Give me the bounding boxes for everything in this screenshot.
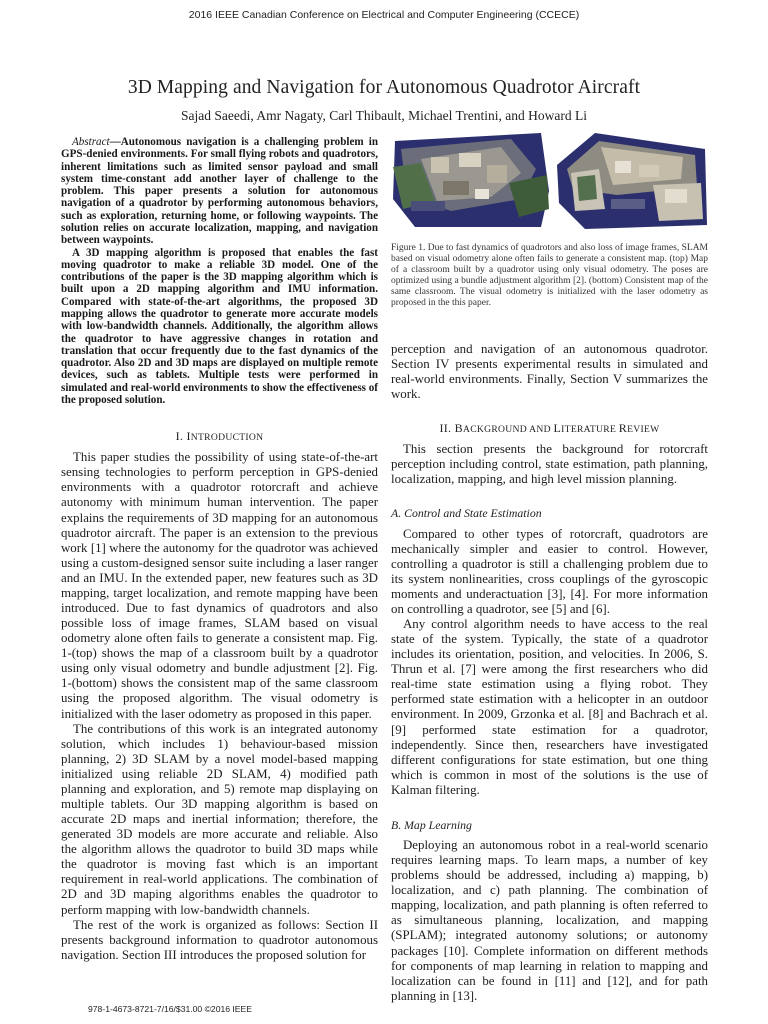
section-2-title-part-1: ACKGROUND AND	[462, 424, 554, 436]
section-2-numeral: II. B	[439, 421, 463, 436]
map-learning-body	[391, 838, 708, 1004]
figure-1-top-map-image	[391, 129, 550, 233]
left-column	[61, 136, 378, 963]
paper-authors: Sajad Saeedi, Amr Nagaty, Carl Thibault, Michael Trentini, and Howard Li	[180, 108, 588, 123]
figure-1-caption: Figure 1. Due to fast dynamics of quadrotors and also loss of image frames, SLAM based on visual odometry alone often fails to generate a consistent map. (top) Map of a classroom built by a quadrotor using only visual odometry. The poses are optimized using a bundle adjustment algorithm [2]. (bottom) Consistent map of the same classroom. The visual odometry is initialized with the laser odometry as proposed in the this paper.	[391, 243, 708, 308]
control-paragraph-1: Compared to other types of rotorcraft, quadrotors are mechanically simpler and easier to control. However, controlling a quadrotor is still a challenging problem due to its system nonlinearities, cross couplings of the gyroscopic moments and underactuation [3], [4]. For more information on controlling a quadrotor, see [5] and [6].	[391, 526, 708, 616]
section-1-numeral: I. I	[175, 429, 191, 444]
section-heading-introduction	[61, 429, 378, 444]
abstract-paragraph-2: A 3D mapping algorithm is proposed that enables the fast moving quadrotor to make a reliable 3D model. One of the contributions of the paper is the 3D mapping algorithm which is built upon a 2D mapping algorithm and IMU information. Compared with state-of-the-art algorithms, the proposed 3D mapping allows the quadrotor to generate more accurate models with low-bandwidth channels. Additionally, the algorithm allows the quadrotor to have aggressive changes in rotation and translation that occur frequently due to the fast dynamics of the quadrotor. Also 2D and 3D maps are displayed on multiple remote devices, such as tablets. Multiple tests were performed in simulated and real-world environments to show the effectiveness of the proposed solution.	[61, 246, 378, 406]
abstract-paragraph-1	[61, 136, 378, 247]
intro-continuation-paragraph: perception and navigation of an autonomous quadrotor. Section IV presents experimental results in simulated and real-world environments. Finally, Section V summarizes the work.	[391, 342, 708, 402]
abstract	[61, 136, 378, 406]
section-heading-background	[391, 421, 708, 436]
section-1-title: NTRODUCTION	[190, 432, 264, 444]
paper-title: 3D Mapping and Navigation for Autonomous Quadrotor Aircraft	[127, 77, 641, 98]
map-learning-paragraph: Deploying an autonomous robot in a real-world scenario requires learning maps. To learn maps, a number of key problems should be addressed, including a) mapping, b) localization, and c) path planning. The combination of mapping, localization, and path planning is often referred to as simultaneous planning, localization, and mapping (SPLAM); integrated autonomy solutions; or autonomy packages [10]. Complete information on different methods for components of map learning in relation to mapping and localization can be found in [11] and [12], and for path planning in [13].	[391, 837, 708, 1003]
section-2-title-part-2: ITERATURE	[561, 424, 619, 436]
copyright-footer: 978-1-4673-8721-7/16/$31.00 ©2016 IEEE	[88, 1004, 253, 1014]
background-paragraph: This section presents the background for rotorcraft perception including control, state estimation, path planning, localization, mapping, and high level mission planning.	[391, 442, 708, 487]
abstract-label: Abstract	[72, 136, 110, 148]
intro-paragraph-1: This paper studies the possibility of using state-of-the-art sensing technologies to perform perception in GPS-denied environments with a quadrotor rotorcraft and achieve autonomy with minimum human intervention. The paper explains the requirements of 3D mapping for an autonomous quadrotor aircraft. The paper is an extension to the previous work [1] where the autonomy for the quadrotor was achieved using a custom-designed sensor suite including a laser ranger and an IMU. In the extended paper, new features such as 3D mapping, target localization, and remote mapping have been introduced. Due to fast dynamics of quadrotors and also possible loss of image frames, SLAM based on visual odometry alone often fails to generate a consistent map. Fig. 1-(top) shows the map of a classroom built by a quadrotor using only visual odometry and bundle adjustment [2]. Fig. 1-(bottom) shows the consistent map of the same classroom using the proposed algorithm. The visual odometry is initialized with the laser odometry as proposed in this paper.	[61, 450, 378, 721]
section-2-title-part-3: EVIEW	[627, 424, 660, 436]
right-column	[391, 342, 708, 1004]
right-intro-text	[391, 342, 708, 402]
section-2-title-cap-2: L	[553, 421, 562, 436]
intro-paragraph-2: The contributions of this work is an integrated autonomy solution, which includes 1) behaviour-based mission planning, 2) 3D SLAM by a novel model-based mapping initialized using reliable 2D SLAM, 4) modified path planning and exploration, and 5) remote map displaying on multiple tablets. Our 3D mapping algorithm is based on accurate 2D maps and inertial information; therefore, the generated 3D models are more accurate and reliable. Also the algorithm allows the quadrotor to build 3D maps while the quadrotor is moving fast which is an important requirement in real-world applications. The combination of 2D and 3D maping algorithms enables the quadrotor to perform mapping with low-bandwidth channels.	[61, 721, 378, 917]
subsection-heading-control: A. Control and State Estimation	[391, 505, 542, 520]
section-2-title-cap-3: R	[618, 421, 628, 436]
figure-1-bottom-map-image	[555, 129, 708, 233]
conference-header: 2016 IEEE Canadian Conference on Electrical and Computer Engineering (CCECE)	[188, 9, 580, 21]
background-intro	[391, 442, 708, 487]
control-paragraph-2: Any control algorithm needs to have access to the real state of the system. Typically, the state of a quadrotor includes its orientation, position, and velocities. In 2006, S. Thrun et al. [7] were among the first researchers who did real-time state estimation using a flying robot. They performed state estimation with a helicopter in an outdoor environment. In 2009, Grzonka et al. [8] and Bachrach et al. [9] performed state estimation for a quadrotor, independently. Since then, researchers have investigated different configurations for state estimation, but one thing which is common in most of the solutions is the use of Kalman filtering.	[391, 617, 708, 797]
figure-1	[391, 129, 708, 241]
subsection-heading-map-learning: B. Map Learning	[391, 817, 472, 832]
introduction-body	[61, 450, 378, 963]
abstract-text-1: —Autonomous navigation is a challenging problem in GPS-denied environments. For small flying robots and quadrotors, inherent limitations such as limited sensor payload and small system time-constant add another layer of challenge to the problem. This paper presents a solution for autonomous navigation of a quadrotor by performing autonomous behaviors, such as exploration, returning home, or following waypoints. The solution relies on accurate localization, mapping, and navigation between waypoints.	[61, 136, 378, 247]
intro-paragraph-3: The rest of the work is organized as follows: Section II presents background information to quadrotor autonomous navigation. Section III introduces the proposed solution for	[61, 917, 378, 962]
control-body	[391, 527, 708, 798]
